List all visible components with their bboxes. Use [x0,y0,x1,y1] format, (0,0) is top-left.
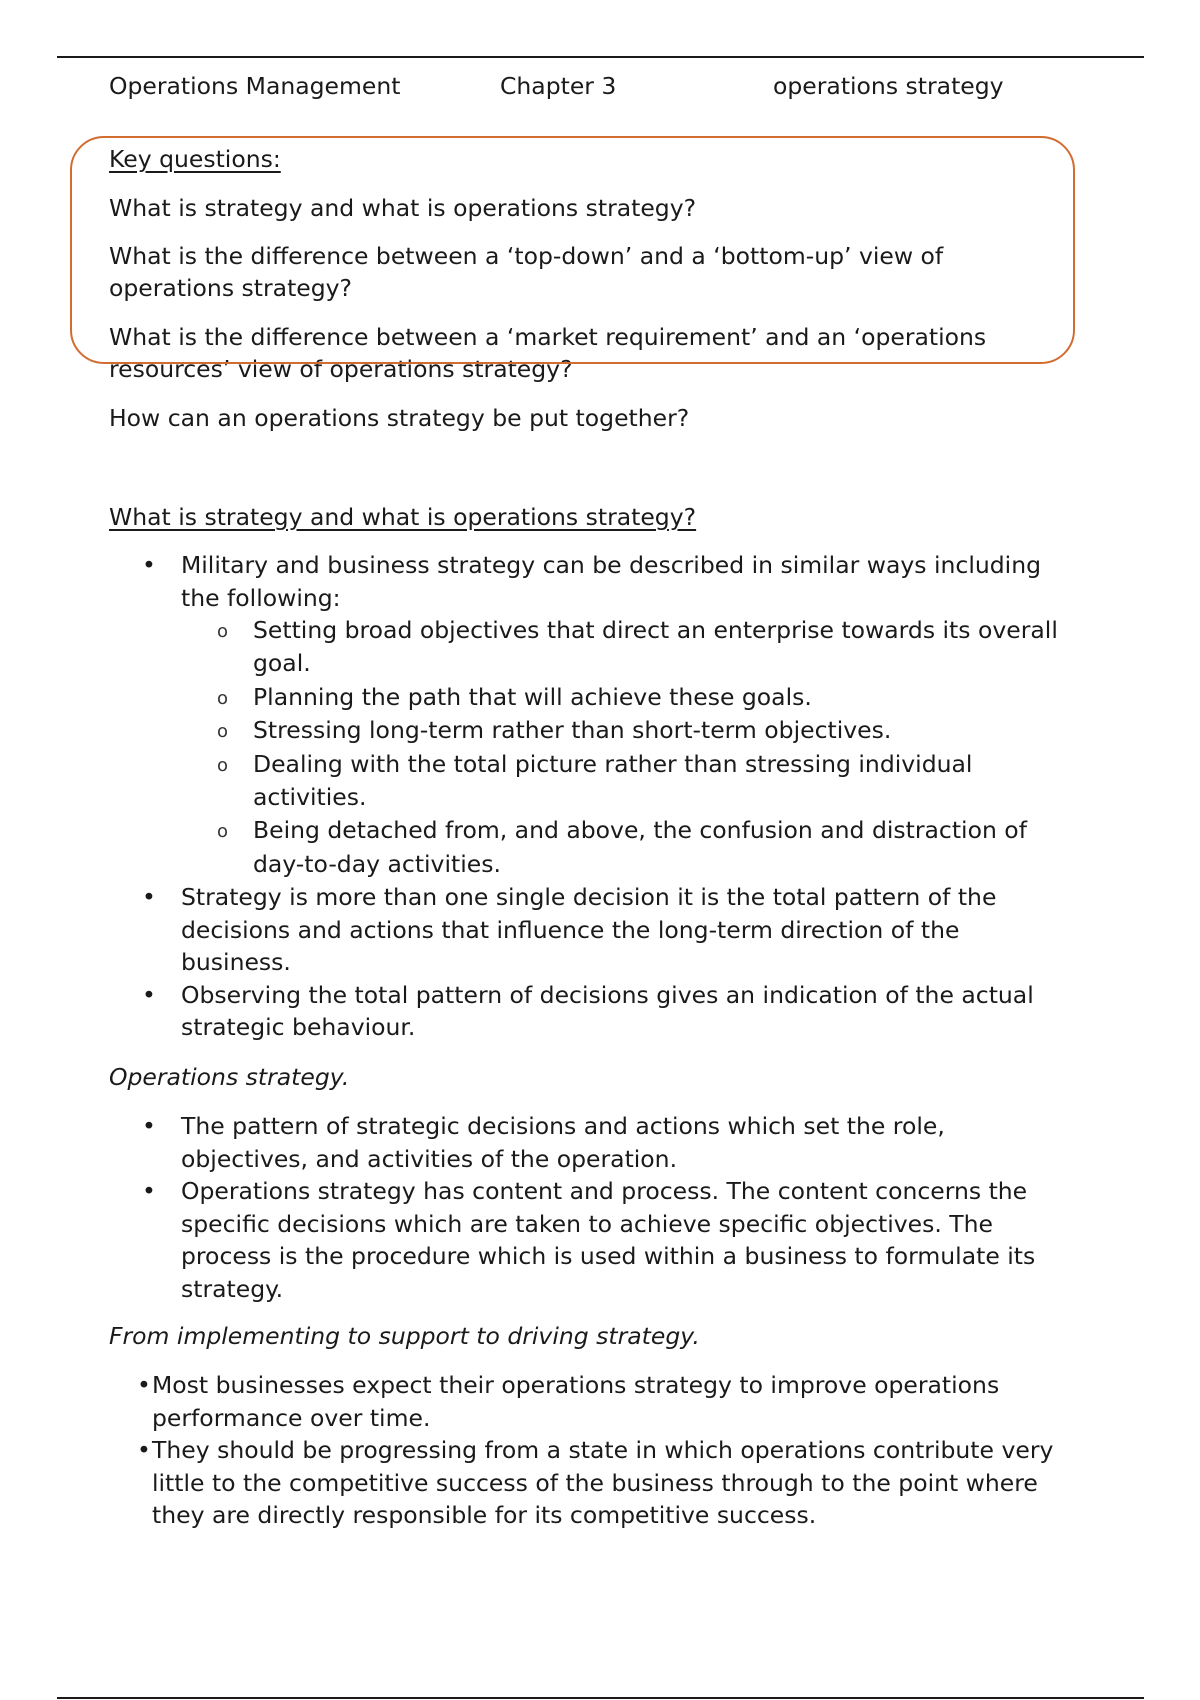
key-question-3-cont: resources’ view of operations strategy? [109,355,573,383]
list-item: • Military and business strategy can be described in similar ways including the following: o Setting broad objectives that direct an enterprise towards its overall goal. o Planning the path that will achieve these goals. o Stressing long-term rather than short-term objectives. o Dealing with the total picture rather than stressing individual activities. o Being detached from, and above, the confusion and distraction of day-to-day activities. [109,549,1058,881]
list-item: • Strategy is more than one single decision it is the total pattern of the decisions and actions that influence the long-term direction of the business. [109,881,1058,979]
list-item: o Stressing long-term rather than short-term objectives. [181,714,1058,747]
list-item: • They should be progressing from a state in which operations contribute very little to the competitive success of the business through to the point where they are directly responsible for its competitive success. [109,1434,1053,1532]
driving-strategy-bullet-list [109,1369,1053,1532]
list-item: o Setting broad objectives that direct an enterprise towards its overall goal. [181,614,1058,681]
header-topic: operations strategy [773,72,1004,100]
header-chapter: Chapter 3 [500,72,617,100]
section-heading-driving-strategy: From implementing to support to driving strategy. [109,1322,700,1350]
key-question-1: What is strategy and what is operations strategy? [109,194,697,222]
list-item: • Operations strategy has content and process. The content concerns the specific decisions which are taken to achieve specific objectives. The process is the procedure which is used within a business to formulate its strategy. [109,1175,1035,1305]
section-heading-operations-strategy: Operations strategy. [109,1063,350,1091]
list-item: • Observing the total pattern of decisions gives an indication of the actual strategic behaviour. [109,979,1058,1044]
sub-bullet-list [181,614,1058,881]
list-item: • The pattern of strategic decisions and actions which set the role, objectives, and activities of the operation. [109,1110,1035,1175]
key-question-2-cont: operations strategy? [109,274,353,302]
list-item: o Planning the path that will achieve these goals. [181,681,1058,714]
header-course-title: Operations Management [109,72,401,100]
strategy-bullet-list [109,549,1058,1044]
section-heading-strategy: What is strategy and what is operations strategy? [109,503,697,531]
key-question-4: How can an operations strategy be put together? [109,404,690,432]
list-item: o Dealing with the total picture rather than stressing individual activities. [181,748,1058,815]
list-item: • Most businesses expect their operations strategy to improve operations performance over time. [109,1369,1053,1434]
list-item: o Being detached from, and above, the confusion and distraction of day-to-day activities. [181,814,1058,881]
footer-rule [57,1697,1144,1699]
key-question-2: What is the difference between a ‘top-down’ and a ‘bottom-up’ view of [109,242,944,270]
header-rule [57,56,1144,58]
key-question-3: What is the difference between a ‘market requirement’ and an ‘operations [109,323,987,351]
operations-strategy-bullet-list [109,1110,1035,1305]
key-questions-heading: Key questions: [109,145,281,173]
